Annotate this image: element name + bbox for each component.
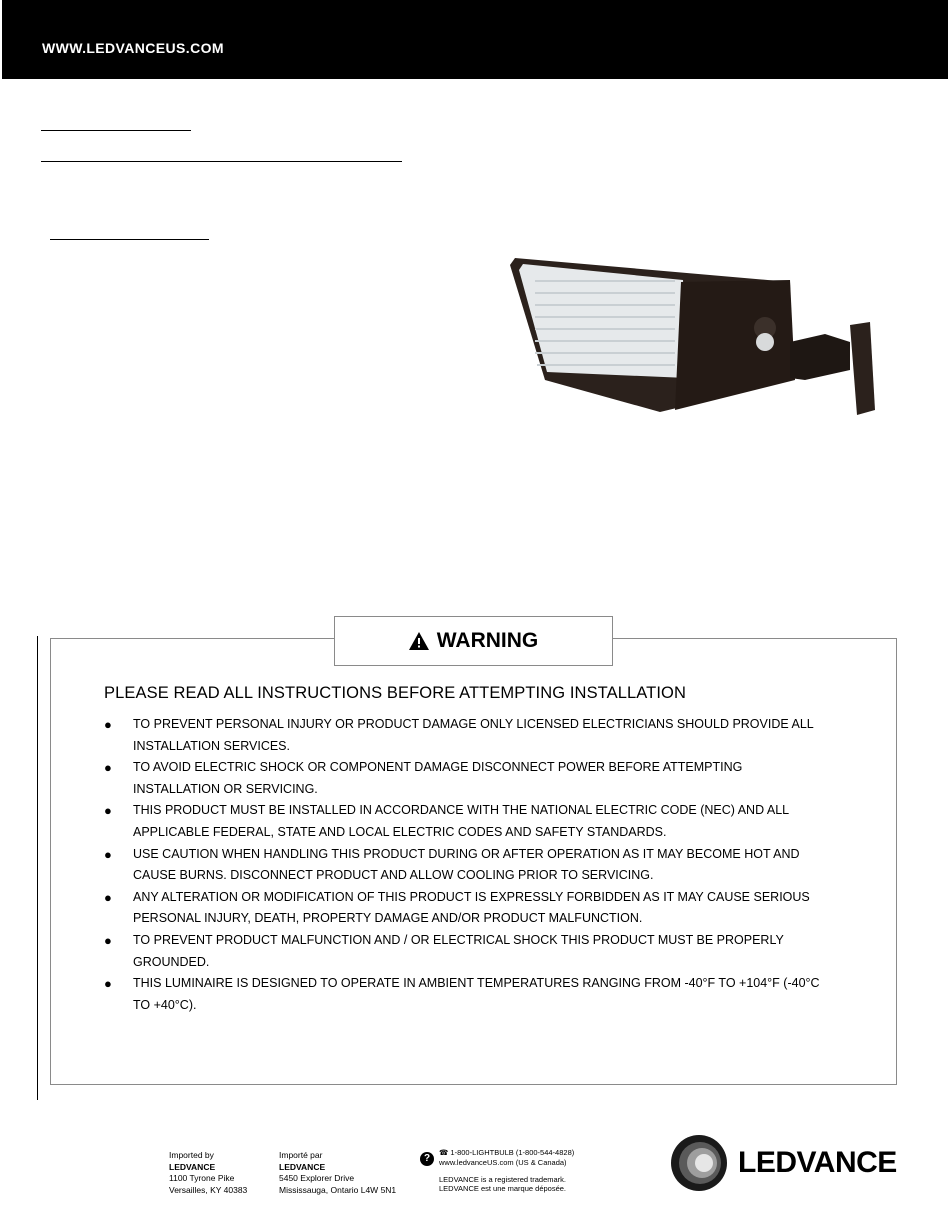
warning-list xyxy=(104,714,824,1016)
ledvance-logo xyxy=(670,1134,897,1192)
subtitle-rule xyxy=(41,161,402,162)
bullet-icon: ● xyxy=(104,889,112,905)
bullet-icon: ● xyxy=(104,846,112,862)
help-icon: ? xyxy=(420,1152,434,1166)
warning-item: ● TO PREVENT PERSONAL INJURY OR PRODUCT DAMAGE ONLY LICENSED ELECTRICIANS SHOULD PROVIDE ALL INSTALLATION SERVICES. xyxy=(104,714,824,757)
warning-item: ● THIS PRODUCT MUST BE INSTALLED IN ACCORDANCE WITH THE NATIONAL ELECTRIC CODE (NEC) AND ALL APPLICABLE FEDERAL, STATE AND LOCAL ELECTRIC CODES AND SAFETY STANDARDS. xyxy=(104,800,824,843)
website-link[interactable]: www.ledvanceUS.com (US & Canada) xyxy=(439,1157,567,1167)
ledvance-logo-icon xyxy=(670,1134,728,1192)
warning-heading: PLEASE READ ALL INSTRUCTIONS BEFORE ATTEMPTING INSTALLATION xyxy=(104,684,686,702)
bullet-icon: ● xyxy=(104,717,112,732)
bullet-icon: ● xyxy=(104,760,112,776)
warning-tab xyxy=(334,616,613,666)
luminaire-product-image xyxy=(505,250,890,425)
warning-triangle-icon xyxy=(409,632,429,650)
warning-item: ● USE CAUTION WHEN HANDLING THIS PRODUCT DURING OR AFTER OPERATION AS IT MAY BECOME HOT AND CAUSE BURNS. DISCONNECT PRODUCT AND ALLOW COOLING PRIOR TO SERVICING. xyxy=(104,844,824,887)
warning-item: ● TO AVOID ELECTRIC SHOCK OR COMPONENT DAMAGE DISCONNECT POWER BEFORE ATTEMPTING INSTALLATION OR SERVICING. xyxy=(104,757,824,800)
section-rule xyxy=(50,239,209,240)
bullet-icon: ● xyxy=(104,976,112,992)
footer-contact: ? ☎ 1-800-LIGHTBULB (1-800-544-4828) www.ledvanceUS.com (US & Canada) LEDVANCE is a registered trademark. LEDVANCE est une marque déposée. xyxy=(420,1148,574,1194)
margin-line xyxy=(37,636,38,1100)
warning-item: ● THIS LUMINAIRE IS DESIGNED TO OPERATE IN AMBIENT TEMPERATURES RANGING FROM -40°F TO +104°F (-40°C TO +40°C). xyxy=(104,973,824,1016)
title-rule xyxy=(41,130,191,131)
warning-item: ● TO PREVENT PRODUCT MALFUNCTION AND / OR ELECTRICAL SHOCK THIS PRODUCT MUST BE PROPERLY GROUNDED. xyxy=(104,930,824,973)
warning-item: ● ANY ALTERATION OR MODIFICATION OF THIS PRODUCT IS EXPRESSLY FORBIDDEN AS IT MAY CAUSE SERIOUS PERSONAL INJURY, DEATH, PROPERTY DAMAGE AND/OR PRODUCT MALFUNCTION. xyxy=(104,887,824,930)
warning-title: WARNING xyxy=(436,629,539,652)
bullet-icon: ● xyxy=(104,932,112,948)
phone-number[interactable]: ☎ 1-800-LIGHTBULB (1-800-544-4828) xyxy=(439,1148,575,1157)
header-url[interactable]: WWW.LEDVANCEUS.COM xyxy=(42,40,224,56)
footer-importer-ca: Importé par LEDVANCE 5450 Explorer Drive Mississauga, Ontario L4W 5N1 xyxy=(279,1150,397,1195)
ledvance-logo-text: LEDVANCE xyxy=(738,1146,897,1179)
header-bar xyxy=(2,0,948,79)
bullet-icon: ● xyxy=(104,803,112,819)
footer-importer-us: Imported by LEDVANCE 1100 Tyrone Pike Versailles, KY 40383 xyxy=(169,1150,248,1195)
